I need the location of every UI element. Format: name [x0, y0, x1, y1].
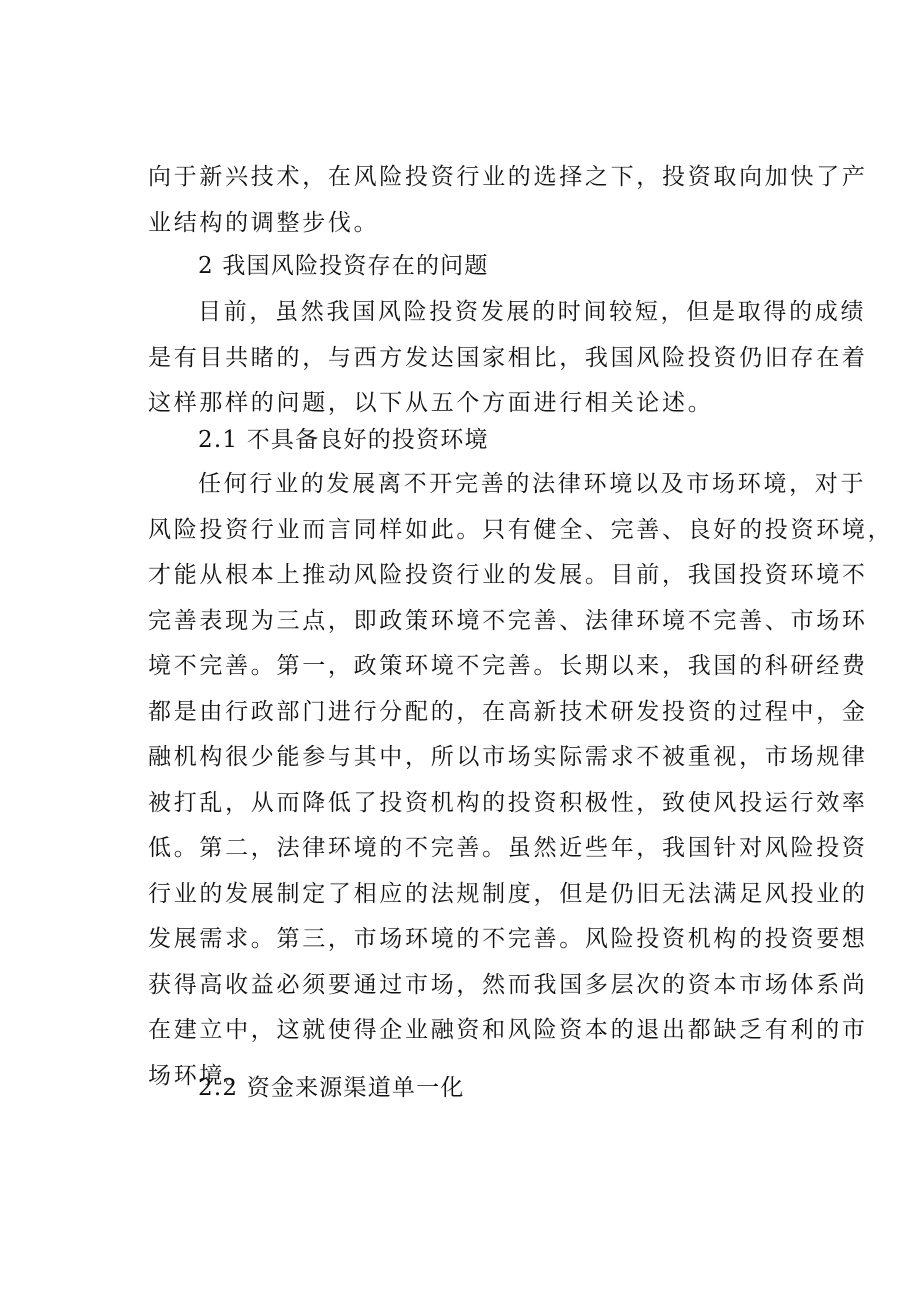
section-2-paragraph: [148, 290, 868, 427]
paragraph-line: 业结构的调整步伐。: [148, 209, 380, 236]
paragraph-line: 风险投资行业而言同样如此。只有健全、完善、良好的投资环境，: [148, 516, 894, 543]
paragraph-line: 是有目共睹的，与西方发达国家相比，我国风险投资仍旧存在着: [148, 344, 868, 371]
section-2-1-paragraph: [148, 462, 894, 1099]
continued-paragraph: [148, 155, 868, 246]
paragraph-line: 都是由行政部门进行分配的，在高新技术研发投资的过程中，金: [148, 698, 868, 725]
paragraph-line: 低。第二，法律环境的不完善。虽然近些年，我国针对风险投资: [148, 835, 868, 861]
paragraph-line: 获得高收益必须要通过市场，然而我国多层次的资本市场体系尚: [148, 971, 868, 998]
section-2-2-heading: [148, 1066, 788, 1112]
paragraph-line: 在建立中，这就使得企业融资和风险资本的退出都缺乏有利的市: [148, 1017, 868, 1043]
section-heading: 2 我国风险投资存在的问题: [198, 253, 489, 279]
section-heading: 2.2 资金来源渠道单一化: [198, 1075, 465, 1101]
paragraph-line: 场环境。: [148, 1062, 251, 1089]
paragraph-line: 任何行业的发展离不开完善的法律环境以及市场环境，对于: [198, 471, 867, 497]
paragraph-line: 才能从根本上推动风险投资行业的发展。目前，我国投资环境不: [148, 562, 868, 588]
section-2-1-heading: [148, 418, 788, 464]
paragraph-line: 向于新兴技术，在风险投资行业的选择之下，投资取向加快了产: [148, 164, 868, 190]
paragraph-line: 完善表现为三点，即政策环境不完善、法律环境不完善、市场环: [148, 607, 868, 634]
section-heading: 2.1 不具备良好的投资环境: [198, 427, 489, 453]
paragraph-line: 行业的发展制定了相应的法规制度，但是仍旧无法满足风投业的: [148, 880, 868, 907]
paragraph-line: 目前，虽然我国风险投资发展的时间较短，但是取得的成绩: [198, 299, 867, 325]
paragraph-line: 境不完善。第一，政策环境不完善。长期以来，我国的科研经费: [148, 653, 868, 679]
paragraph-line: 发展需求。第三，市场环境的不完善。风险投资机构的投资要想: [148, 926, 868, 952]
paragraph-line: 融机构很少能参与其中，所以市场实际需求不被重视，市场规律: [148, 744, 868, 770]
paragraph-line: 这样那样的问题，以下从五个方面进行相关论述。: [148, 390, 714, 416]
section-2-heading: [148, 244, 788, 290]
paragraph-line: 被打乱，从而降低了投资机构的投资积极性，致使风投运行效率: [148, 789, 868, 816]
